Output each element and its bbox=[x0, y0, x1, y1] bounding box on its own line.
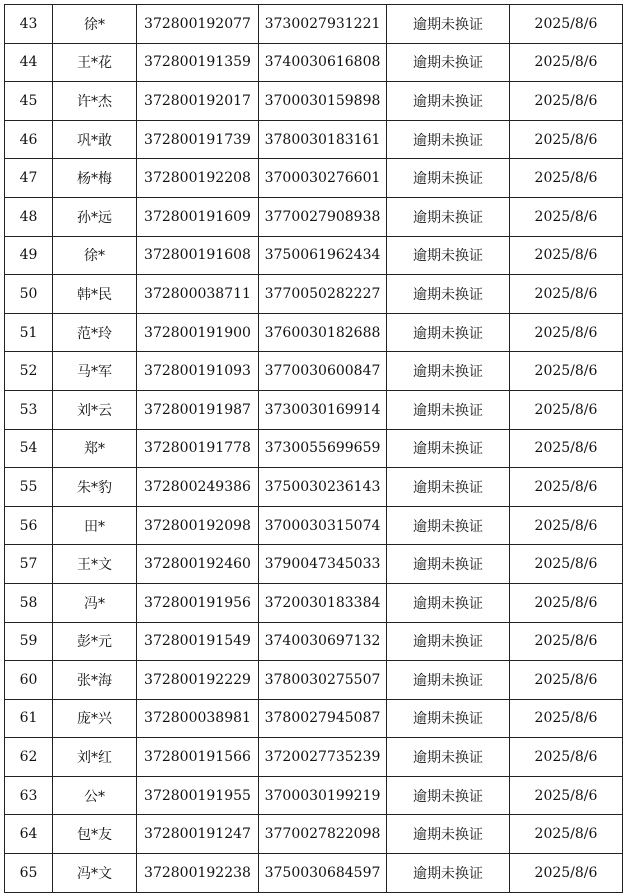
record-id-cell: 372800191955 bbox=[137, 776, 259, 815]
name-cell: 公* bbox=[53, 776, 137, 815]
name-cell: 徐* bbox=[53, 236, 137, 275]
status-cell: 逾期未换证 bbox=[387, 545, 510, 584]
name-cell: 马*军 bbox=[53, 352, 137, 391]
status-cell: 逾期未换证 bbox=[387, 352, 510, 391]
record-id-cell: 372800191549 bbox=[137, 622, 259, 661]
serial-number-cell: 63 bbox=[5, 776, 53, 815]
table-row bbox=[5, 313, 623, 352]
name-cell: 王*文 bbox=[53, 545, 137, 584]
record-id-cell: 372800249386 bbox=[137, 468, 259, 507]
name-cell: 王*花 bbox=[53, 43, 137, 82]
serial-number-cell: 56 bbox=[5, 506, 53, 545]
name-cell: 庞*兴 bbox=[53, 699, 137, 738]
date-cell: 2025/8/6 bbox=[510, 313, 623, 352]
table-row bbox=[5, 468, 623, 507]
status-cell: 逾期未换证 bbox=[387, 390, 510, 429]
name-cell: 彭*元 bbox=[53, 622, 137, 661]
serial-number-cell: 60 bbox=[5, 661, 53, 700]
table-row bbox=[5, 738, 623, 777]
record-id-cell: 372800191608 bbox=[137, 236, 259, 275]
name-cell: 刘*红 bbox=[53, 738, 137, 777]
certificate-id-cell: 3780027945087 bbox=[259, 699, 387, 738]
name-cell: 许*杰 bbox=[53, 82, 137, 121]
record-id-cell: 372800192077 bbox=[137, 5, 259, 44]
name-cell: 冯*文 bbox=[53, 854, 137, 893]
record-id-cell: 372800192098 bbox=[137, 506, 259, 545]
name-cell: 刘*云 bbox=[53, 390, 137, 429]
table-row bbox=[5, 545, 623, 584]
record-id-cell: 372800191566 bbox=[137, 738, 259, 777]
table-row bbox=[5, 236, 623, 275]
status-cell: 逾期未换证 bbox=[387, 43, 510, 82]
status-cell: 逾期未换证 bbox=[387, 275, 510, 314]
status-cell: 逾期未换证 bbox=[387, 82, 510, 121]
date-cell: 2025/8/6 bbox=[510, 275, 623, 314]
table-row bbox=[5, 275, 623, 314]
serial-number-cell: 55 bbox=[5, 468, 53, 507]
date-cell: 2025/8/6 bbox=[510, 159, 623, 198]
date-cell: 2025/8/6 bbox=[510, 699, 623, 738]
name-cell: 孙*远 bbox=[53, 197, 137, 236]
table-row bbox=[5, 583, 623, 622]
record-id-cell: 372800191956 bbox=[137, 583, 259, 622]
record-id-cell: 372800191609 bbox=[137, 197, 259, 236]
certificate-id-cell: 3770050282227 bbox=[259, 275, 387, 314]
certificate-id-cell: 3740030697132 bbox=[259, 622, 387, 661]
date-cell: 2025/8/6 bbox=[510, 545, 623, 584]
record-id-cell: 372800191987 bbox=[137, 390, 259, 429]
certificate-id-cell: 3700030276601 bbox=[259, 159, 387, 198]
name-cell: 杨*梅 bbox=[53, 159, 137, 198]
name-cell: 范*玲 bbox=[53, 313, 137, 352]
status-cell: 逾期未换证 bbox=[387, 506, 510, 545]
date-cell: 2025/8/6 bbox=[510, 854, 623, 893]
status-cell: 逾期未换证 bbox=[387, 5, 510, 44]
date-cell: 2025/8/6 bbox=[510, 622, 623, 661]
status-cell: 逾期未换证 bbox=[387, 197, 510, 236]
date-cell: 2025/8/6 bbox=[510, 82, 623, 121]
certificate-id-cell: 3700030315074 bbox=[259, 506, 387, 545]
status-cell: 逾期未换证 bbox=[387, 313, 510, 352]
certificate-id-cell: 3700030159898 bbox=[259, 82, 387, 121]
date-cell: 2025/8/6 bbox=[510, 5, 623, 44]
serial-number-cell: 61 bbox=[5, 699, 53, 738]
serial-number-cell: 54 bbox=[5, 429, 53, 468]
record-id-cell: 372800192460 bbox=[137, 545, 259, 584]
serial-number-cell: 43 bbox=[5, 5, 53, 44]
table-row bbox=[5, 854, 623, 893]
serial-number-cell: 49 bbox=[5, 236, 53, 275]
name-cell: 徐* bbox=[53, 5, 137, 44]
status-cell: 逾期未换证 bbox=[387, 738, 510, 777]
table-row bbox=[5, 82, 623, 121]
status-cell: 逾期未换证 bbox=[387, 120, 510, 159]
serial-number-cell: 48 bbox=[5, 197, 53, 236]
table-row bbox=[5, 43, 623, 82]
certificate-id-cell: 3770030600847 bbox=[259, 352, 387, 391]
certificate-id-cell: 3750030236143 bbox=[259, 468, 387, 507]
table-row bbox=[5, 622, 623, 661]
certificate-id-cell: 3760030182688 bbox=[259, 313, 387, 352]
status-cell: 逾期未换证 bbox=[387, 583, 510, 622]
status-cell: 逾期未换证 bbox=[387, 776, 510, 815]
certificate-id-cell: 3770027822098 bbox=[259, 815, 387, 854]
table-row bbox=[5, 429, 623, 468]
table-row bbox=[5, 352, 623, 391]
certificate-id-cell: 3720027735239 bbox=[259, 738, 387, 777]
record-id-cell: 372800191900 bbox=[137, 313, 259, 352]
record-id-cell: 372800192229 bbox=[137, 661, 259, 700]
table-row bbox=[5, 197, 623, 236]
status-cell: 逾期未换证 bbox=[387, 815, 510, 854]
date-cell: 2025/8/6 bbox=[510, 429, 623, 468]
certificate-id-cell: 3750030684597 bbox=[259, 854, 387, 893]
serial-number-cell: 57 bbox=[5, 545, 53, 584]
certificate-id-cell: 3700030199219 bbox=[259, 776, 387, 815]
table-row bbox=[5, 661, 623, 700]
table-row bbox=[5, 159, 623, 198]
serial-number-cell: 44 bbox=[5, 43, 53, 82]
name-cell: 张*海 bbox=[53, 661, 137, 700]
date-cell: 2025/8/6 bbox=[510, 506, 623, 545]
status-cell: 逾期未换证 bbox=[387, 661, 510, 700]
serial-number-cell: 65 bbox=[5, 854, 53, 893]
record-id-cell: 372800192208 bbox=[137, 159, 259, 198]
serial-number-cell: 51 bbox=[5, 313, 53, 352]
serial-number-cell: 58 bbox=[5, 583, 53, 622]
certificate-id-cell: 3730055699659 bbox=[259, 429, 387, 468]
serial-number-cell: 45 bbox=[5, 82, 53, 121]
certificate-id-cell: 3730027931221 bbox=[259, 5, 387, 44]
certificate-id-cell: 3720030183384 bbox=[259, 583, 387, 622]
record-id-cell: 372800192238 bbox=[137, 854, 259, 893]
serial-number-cell: 50 bbox=[5, 275, 53, 314]
record-id-cell: 372800038981 bbox=[137, 699, 259, 738]
name-cell: 田* bbox=[53, 506, 137, 545]
certificate-id-cell: 3730030169914 bbox=[259, 390, 387, 429]
status-cell: 逾期未换证 bbox=[387, 699, 510, 738]
record-id-cell: 372800192017 bbox=[137, 82, 259, 121]
status-cell: 逾期未换证 bbox=[387, 854, 510, 893]
records-table-body bbox=[5, 5, 623, 893]
date-cell: 2025/8/6 bbox=[510, 815, 623, 854]
table-row bbox=[5, 5, 623, 44]
table-row bbox=[5, 699, 623, 738]
name-cell: 韩*民 bbox=[53, 275, 137, 314]
status-cell: 逾期未换证 bbox=[387, 159, 510, 198]
record-id-cell: 372800191359 bbox=[137, 43, 259, 82]
serial-number-cell: 64 bbox=[5, 815, 53, 854]
date-cell: 2025/8/6 bbox=[510, 352, 623, 391]
record-id-cell: 372800038711 bbox=[137, 275, 259, 314]
date-cell: 2025/8/6 bbox=[510, 738, 623, 777]
name-cell: 郑* bbox=[53, 429, 137, 468]
record-id-cell: 372800191247 bbox=[137, 815, 259, 854]
serial-number-cell: 62 bbox=[5, 738, 53, 777]
table-row bbox=[5, 815, 623, 854]
name-cell: 巩*敢 bbox=[53, 120, 137, 159]
name-cell: 朱*豹 bbox=[53, 468, 137, 507]
date-cell: 2025/8/6 bbox=[510, 583, 623, 622]
certificate-id-cell: 3740030616808 bbox=[259, 43, 387, 82]
certificate-id-cell: 3780030275507 bbox=[259, 661, 387, 700]
certificate-id-cell: 3770027908938 bbox=[259, 197, 387, 236]
certificate-id-cell: 3750061962434 bbox=[259, 236, 387, 275]
table-row bbox=[5, 776, 623, 815]
name-cell: 包*友 bbox=[53, 815, 137, 854]
date-cell: 2025/8/6 bbox=[510, 776, 623, 815]
table-row bbox=[5, 390, 623, 429]
status-cell: 逾期未换证 bbox=[387, 236, 510, 275]
status-cell: 逾期未换证 bbox=[387, 429, 510, 468]
serial-number-cell: 53 bbox=[5, 390, 53, 429]
table-row bbox=[5, 120, 623, 159]
status-cell: 逾期未换证 bbox=[387, 468, 510, 507]
date-cell: 2025/8/6 bbox=[510, 468, 623, 507]
serial-number-cell: 47 bbox=[5, 159, 53, 198]
date-cell: 2025/8/6 bbox=[510, 197, 623, 236]
date-cell: 2025/8/6 bbox=[510, 120, 623, 159]
date-cell: 2025/8/6 bbox=[510, 661, 623, 700]
records-table bbox=[4, 4, 623, 893]
serial-number-cell: 46 bbox=[5, 120, 53, 159]
record-id-cell: 372800191093 bbox=[137, 352, 259, 391]
record-id-cell: 372800191778 bbox=[137, 429, 259, 468]
name-cell: 冯* bbox=[53, 583, 137, 622]
status-cell: 逾期未换证 bbox=[387, 622, 510, 661]
record-id-cell: 372800191739 bbox=[137, 120, 259, 159]
certificate-id-cell: 3780030183161 bbox=[259, 120, 387, 159]
date-cell: 2025/8/6 bbox=[510, 390, 623, 429]
table-row bbox=[5, 506, 623, 545]
certificate-id-cell: 3790047345033 bbox=[259, 545, 387, 584]
date-cell: 2025/8/6 bbox=[510, 236, 623, 275]
date-cell: 2025/8/6 bbox=[510, 43, 623, 82]
serial-number-cell: 52 bbox=[5, 352, 53, 391]
serial-number-cell: 59 bbox=[5, 622, 53, 661]
